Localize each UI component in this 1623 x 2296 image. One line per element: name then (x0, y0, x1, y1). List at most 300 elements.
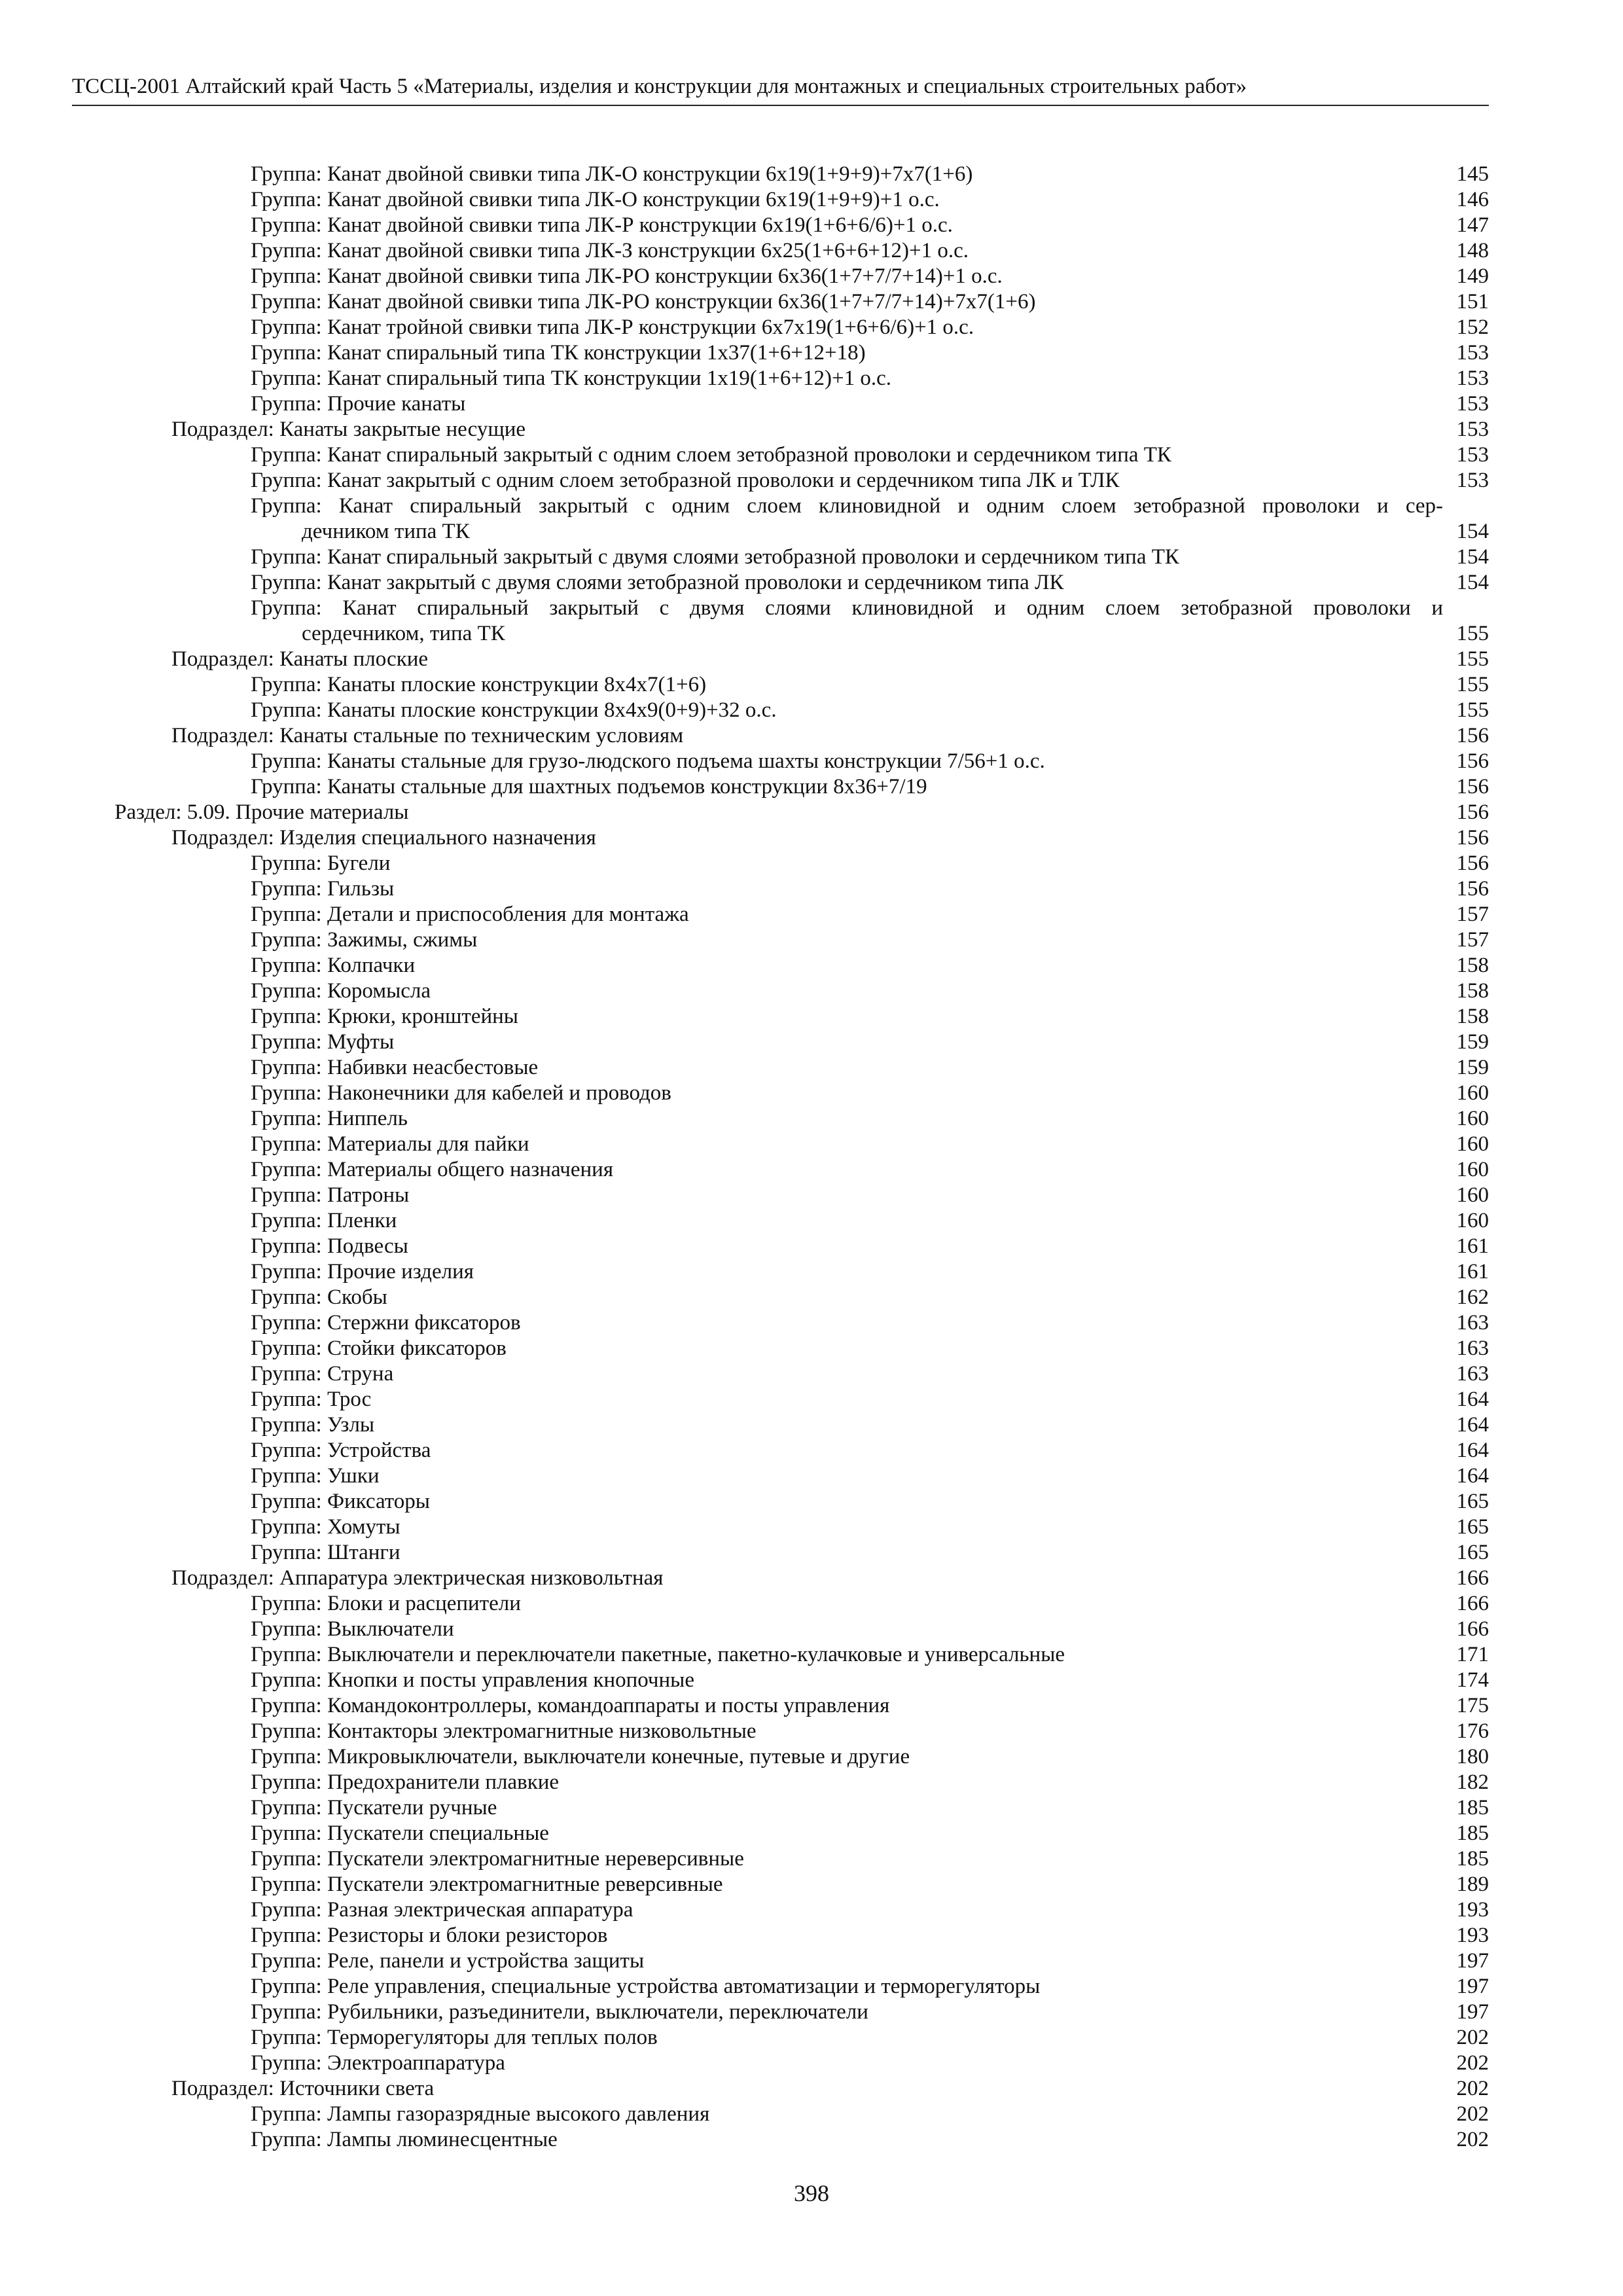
dot-leader (897, 366, 1436, 391)
toc-entry-label: Группа: Выключатели и переключатели пакетные, пакетно-кулачковые и универсальные (251, 1643, 1065, 1666)
toc-entry[interactable] (115, 1081, 1489, 1106)
toc-entry[interactable] (115, 698, 1489, 723)
toc-entry-label: Группа: Ниппель (251, 1107, 408, 1130)
toc-entry[interactable] (115, 1438, 1489, 1463)
dot-leader (700, 1668, 1436, 1693)
toc-entry[interactable] (115, 1412, 1489, 1438)
dot-leader (1045, 1974, 1436, 2000)
toc-entry[interactable] (115, 2025, 1489, 2051)
dot-leader (399, 1030, 1436, 1055)
toc-entry-page: 153 (1456, 418, 1489, 441)
toc-entry-label: Группа: Хомуты (251, 1515, 401, 1539)
toc-entry[interactable] (115, 1132, 1489, 1157)
dot-leader (618, 1157, 1436, 1183)
dot-leader (543, 1055, 1436, 1081)
toc-entry-label: Группа: Пускатели ручные (251, 1796, 497, 1820)
toc-entry-label: Группа: Гильзы (251, 877, 395, 901)
toc-entry[interactable] (115, 1974, 1489, 2000)
toc-entry-label: Группа: Блоки и расцепители (251, 1592, 521, 1615)
dot-leader (526, 1310, 1436, 1336)
toc-entry[interactable] (115, 851, 1489, 876)
toc-entry-label: Группа: Зажимы, сжимы (251, 928, 478, 952)
toc-entry[interactable] (115, 749, 1489, 774)
toc-entry[interactable] (115, 187, 1489, 213)
dot-leader (414, 1234, 1436, 1259)
toc-entry-page: 202 (1456, 2077, 1489, 2100)
dot-leader (974, 238, 1436, 264)
toc-entry-label: Группа: Наконечники для кабелей и проводов (251, 1081, 671, 1105)
dot-leader (471, 391, 1436, 417)
toc-entry-page: 153 (1456, 392, 1489, 416)
toc-entry-page: 147 (1456, 213, 1489, 237)
toc-entry[interactable] (115, 391, 1489, 417)
toc-entry-page: 193 (1456, 1924, 1489, 1947)
toc-entry-label: Группа: Колпачки (251, 954, 416, 977)
dot-leader (688, 723, 1436, 749)
dot-leader (433, 647, 1436, 672)
toc-entry[interactable] (115, 1566, 1489, 1591)
toc-entry-label: Группа: Канат двойной свивки типа ЛК-РО конструкции 6х36(1+7+7/7+14)+7х7(1+6) (251, 290, 1036, 314)
toc-entry-label: Группа: Канат спиральный типа ТК конструкции 1х37(1+6+12+18) (251, 341, 866, 365)
toc-entry-page: 163 (1456, 1362, 1489, 1386)
toc-entry[interactable] (115, 1285, 1489, 1310)
dot-leader (399, 876, 1436, 902)
toc-entry-page: 185 (1456, 1796, 1489, 1820)
toc-entry-page: 175 (1456, 1694, 1489, 1717)
dot-leader (413, 1106, 1436, 1132)
toc-entry[interactable] (115, 876, 1489, 902)
toc-entry-page: 161 (1456, 1260, 1489, 1283)
dot-leader (895, 1693, 1436, 1719)
toc-entry[interactable] (115, 1770, 1489, 1795)
toc-entry[interactable] (115, 1336, 1489, 1361)
dot-leader (406, 1515, 1436, 1540)
toc-entry[interactable] (115, 1693, 1489, 1719)
toc-entry-page: 156 (1456, 749, 1489, 773)
toc-entry-page: 154 (1456, 520, 1489, 543)
dot-leader (782, 698, 1436, 723)
toc-entry-page: 180 (1456, 1745, 1489, 1768)
toc-entry-page: 156 (1456, 826, 1489, 850)
toc-entry-page: 156 (1456, 800, 1489, 824)
toc-entry-page: 163 (1456, 1311, 1489, 1335)
toc-entry[interactable] (115, 1183, 1489, 1208)
toc-entry[interactable] (115, 1821, 1489, 1846)
toc-entry-page: 153 (1456, 469, 1489, 492)
toc-entry-label: Группа: Пленки (251, 1209, 397, 1232)
toc-entry-label: Подраздел: Канаты закрытые несущие (171, 418, 526, 441)
toc-entry-label: Подраздел: Изделия специального назначения (171, 826, 596, 850)
toc-entry-label: Подраздел: Канаты плоские (171, 647, 429, 671)
toc-entry[interactable] (115, 1744, 1489, 1770)
dot-leader (1185, 545, 1436, 570)
toc-entry[interactable] (115, 1387, 1489, 1412)
toc-entry-label: Группа: Подвесы (251, 1234, 408, 1258)
toc-entry-page: 158 (1456, 979, 1489, 1003)
toc-entry[interactable] (115, 238, 1489, 264)
toc-entry-label: Группа: Канаты плоские конструкции 8х4х9(0+9)+32 о.с. (251, 698, 777, 722)
toc-entry-label: Группа: Канаты плоские конструкции 8х4х7(1+6) (251, 673, 707, 696)
dot-leader (933, 774, 1436, 800)
dot-leader (613, 1923, 1436, 1948)
dot-leader (510, 2051, 1436, 2076)
dot-leader (502, 1795, 1436, 1821)
toc-entry-page: 166 (1456, 1592, 1489, 1615)
toc-entry[interactable] (115, 442, 1489, 468)
toc-entry[interactable] (115, 1055, 1489, 1081)
dot-leader (979, 315, 1436, 340)
dot-leader (393, 1285, 1436, 1310)
toc-entry-page: 176 (1456, 1719, 1489, 1743)
toc-entry-label: Группа: Ушки (251, 1464, 380, 1488)
toc-entry[interactable] (115, 162, 1489, 187)
dot-leader (512, 1336, 1436, 1361)
toc-entry-label: Группа: Пускатели электромагнитные нереверсивные (251, 1847, 744, 1871)
toc-entry-page: 151 (1456, 290, 1489, 314)
toc-entry-label: Группа: Канат спиральный закрытый с двумя слоями клиновидной и одним слоем зетобразной проволоки и (251, 596, 1443, 620)
toc-entry-page: 166 (1456, 1566, 1489, 1590)
dot-leader (749, 1846, 1436, 1872)
dot-leader (915, 1744, 1436, 1770)
toc-entry-page: 145 (1456, 162, 1489, 186)
toc-entry-page: 202 (1456, 2026, 1489, 2049)
dot-leader (668, 1566, 1436, 1591)
toc-entry-page: 197 (1456, 1975, 1489, 1998)
toc-entry[interactable] (115, 927, 1489, 953)
toc-entry-label: Группа: Выключатели (251, 1617, 454, 1641)
dot-leader (945, 187, 1436, 213)
toc-entry-page: 157 (1456, 903, 1489, 926)
dot-leader (435, 1489, 1436, 1515)
toc-entry-page: 160 (1456, 1081, 1489, 1105)
toc-entry[interactable] (115, 213, 1489, 238)
toc-entry[interactable] (115, 774, 1489, 800)
toc-entry-page: 154 (1456, 545, 1489, 569)
dot-leader (436, 978, 1436, 1004)
toc-entry-page: 165 (1456, 1541, 1489, 1564)
toc-entry[interactable] (115, 1846, 1489, 1872)
dot-leader (715, 2102, 1436, 2127)
dot-leader (1069, 570, 1436, 596)
toc-entry-label: Группа: Патроны (251, 1183, 410, 1207)
toc-entry-page: 193 (1456, 1898, 1489, 1922)
toc-entry-page: 160 (1456, 1209, 1489, 1232)
toc-entry-page: 202 (1456, 2102, 1489, 2126)
dot-leader (380, 1412, 1436, 1438)
toc-entry-page: 155 (1456, 622, 1489, 645)
toc-entry-page: 162 (1456, 1285, 1489, 1309)
dot-leader (554, 1821, 1436, 1846)
toc-entry-page: 164 (1456, 1388, 1489, 1411)
toc-entry[interactable] (115, 545, 1489, 570)
toc-entry-label: Группа: Коромысла (251, 979, 431, 1003)
toc-entry-label: Группа: Канат закрытый с одним слоем зетобразной проволоки и сердечником типа ЛК и ТЛК (251, 469, 1120, 492)
toc-entry-page: 146 (1456, 188, 1489, 211)
table-of-contents (115, 162, 1489, 2153)
toc-entry-label: Раздел: 5.09. Прочие материалы (115, 800, 409, 824)
toc-entry[interactable] (115, 417, 1489, 442)
dot-leader (1125, 468, 1436, 493)
toc-entry-label: Группа: Электроаппаратура (251, 2051, 505, 2075)
dot-leader (510, 621, 1436, 647)
dot-leader (694, 902, 1436, 927)
toc-entry-page: 164 (1456, 1464, 1489, 1488)
toc-entry-page: 160 (1456, 1183, 1489, 1207)
toc-entry[interactable] (115, 468, 1489, 493)
dot-leader (406, 1540, 1436, 1566)
toc-entry-label: Группа: Командоконтроллеры, командоаппараты и посты управления (251, 1694, 890, 1717)
toc-entry[interactable] (115, 1923, 1489, 1948)
toc-entry-page: 202 (1456, 2128, 1489, 2151)
toc-entry[interactable] (115, 825, 1489, 851)
dot-leader (414, 1183, 1436, 1208)
toc-entry-label: Группа: Микровыключатели, выключатели конечные, путевые и другие (251, 1745, 910, 1768)
header-divider (72, 105, 1489, 106)
toc-entry-page: 155 (1456, 647, 1489, 671)
toc-entry[interactable] (115, 2076, 1489, 2102)
dot-leader (871, 340, 1436, 366)
toc-entry-label: Группа: Пускатели специальные (251, 1821, 549, 1845)
toc-entry-label: Группа: Прочие канаты (251, 392, 466, 416)
toc-entry[interactable] (115, 1361, 1489, 1387)
toc-entry[interactable] (115, 366, 1489, 391)
dot-leader (564, 1770, 1436, 1795)
dot-leader (376, 1387, 1436, 1412)
dot-leader (978, 162, 1436, 187)
toc-entry[interactable] (115, 1259, 1489, 1285)
toc-entry-label: Группа: Контакторы электромагнитные низковольтные (251, 1719, 757, 1743)
toc-entry-label-continuation: сердечником, типа ТК (302, 622, 505, 645)
toc-entry-label: Группа: Лампы люминесцентные (251, 2128, 558, 2151)
toc-entry-page: 156 (1456, 775, 1489, 798)
toc-entry[interactable] (115, 1897, 1489, 1923)
dot-leader (601, 825, 1436, 851)
toc-entry[interactable] (115, 953, 1489, 978)
toc-entry-page: 158 (1456, 1005, 1489, 1028)
page-number: 398 (794, 2180, 829, 2206)
dot-leader (414, 800, 1436, 825)
dot-leader (762, 1719, 1436, 1744)
dot-leader (1041, 289, 1436, 315)
toc-entry[interactable] (115, 315, 1489, 340)
toc-entry[interactable] (115, 1948, 1489, 1974)
toc-entry[interactable] (115, 1310, 1489, 1336)
dot-leader (436, 1438, 1436, 1463)
toc-entry-page: 164 (1456, 1439, 1489, 1462)
toc-entry-page: 160 (1456, 1107, 1489, 1130)
toc-entry-page: 159 (1456, 1056, 1489, 1079)
toc-entry-page: 182 (1456, 1770, 1489, 1794)
toc-entry[interactable] (115, 596, 1489, 647)
dot-leader (649, 1948, 1436, 1974)
toc-entry-page: 185 (1456, 1847, 1489, 1871)
dot-leader (420, 953, 1436, 978)
toc-entry-page: 154 (1456, 571, 1489, 594)
toc-entry[interactable] (115, 1668, 1489, 1693)
dot-leader (479, 1259, 1436, 1285)
toc-entry-label: Группа: Муфты (251, 1030, 395, 1054)
toc-entry-label: Группа: Канат двойной свивки типа ЛК-З конструкции 6х25(1+6+6+12)+1 о.с. (251, 239, 969, 262)
toc-entry-page: 197 (1456, 2000, 1489, 2024)
toc-entry-label: Группа: Канат спиральный типа ТК конструкции 1х19(1+6+12)+1 о.с. (251, 367, 892, 390)
toc-entry[interactable] (115, 2000, 1489, 2025)
toc-entry-page: 152 (1456, 315, 1489, 339)
toc-entry-page: 161 (1456, 1234, 1489, 1258)
dot-leader (1008, 264, 1436, 289)
toc-entry-label: Группа: Терморегуляторы для теплых полов (251, 2026, 658, 2049)
dot-leader (711, 672, 1436, 698)
toc-entry-page: 166 (1456, 1617, 1489, 1641)
dot-leader (663, 2025, 1436, 2051)
dot-leader (531, 417, 1436, 442)
toc-entry-page: 159 (1456, 1030, 1489, 1054)
toc-entry-page: 164 (1456, 1413, 1489, 1437)
toc-entry-page: 165 (1456, 1515, 1489, 1539)
toc-entry-page: 171 (1456, 1643, 1489, 1666)
toc-entry-label: Подраздел: Канаты стальные по техническим условиям (171, 724, 684, 747)
toc-entry-page: 156 (1456, 852, 1489, 875)
toc-entry-label: Группа: Канат двойной свивки типа ЛК-РО конструкции 6х36(1+7+7/7+14)+1 о.с. (251, 264, 1003, 288)
toc-entry-label: Группа: Пускатели электромагнитные реверсивные (251, 1873, 723, 1896)
toc-entry-label: Группа: Канат двойной свивки типа ЛК-Р конструкции 6х19(1+6+6/6)+1 о.с. (251, 213, 953, 237)
toc-entry[interactable] (115, 1642, 1489, 1668)
toc-entry-label: Группа: Стойки фиксаторов (251, 1336, 507, 1360)
toc-entry-page: 153 (1456, 443, 1489, 467)
toc-entry[interactable] (115, 340, 1489, 366)
toc-entry-label: Группа: Кнопки и посты управления кнопочные (251, 1668, 694, 1692)
toc-entry[interactable] (115, 1540, 1489, 1566)
toc-entry-page: 160 (1456, 1132, 1489, 1156)
toc-entry-label: Группа: Реле, панели и устройства защиты (251, 1949, 645, 1973)
toc-entry-label: Группа: Канат закрытый с двумя слоями зетобразной проволоки и сердечником типа ЛК (251, 571, 1064, 594)
toc-entry-label: Подраздел: Аппаратура электрическая низковольтная (171, 1566, 664, 1590)
toc-entry-label: Группа: Стержни фиксаторов (251, 1311, 521, 1335)
toc-entry[interactable] (115, 1719, 1489, 1744)
toc-entry[interactable] (115, 570, 1489, 596)
toc-entry[interactable] (115, 1030, 1489, 1055)
toc-entry-page: 155 (1456, 698, 1489, 722)
toc-entry[interactable] (115, 1591, 1489, 1617)
toc-entry[interactable] (115, 1463, 1489, 1489)
toc-entry[interactable] (115, 1157, 1489, 1183)
toc-entry-page: 157 (1456, 928, 1489, 952)
toc-entry-page: 165 (1456, 1490, 1489, 1513)
toc-entry-page: 153 (1456, 341, 1489, 365)
toc-entry[interactable] (115, 264, 1489, 289)
toc-entry-label: Группа: Канат спиральный закрытый с двумя слоями зетобразной проволоки и сердечником типа ТК (251, 545, 1179, 569)
toc-entry-label: Группа: Набивки неасбестовые (251, 1056, 539, 1079)
running-header: ТССЦ-2001 Алтайский край Часть 5 «Материалы, изделия и конструкции для монтажных и специальных строительных работ» (72, 75, 1247, 98)
toc-entry-label: Подраздел: Источники света (171, 2077, 435, 2100)
toc-entry-label: Группа: Трос (251, 1388, 372, 1411)
toc-entry-page: 155 (1456, 673, 1489, 696)
toc-entry-label: Группа: Канат тройной свивки типа ЛК-Р конструкции 6х7х19(1+6+6/6)+1 о.с. (251, 315, 974, 339)
toc-entry[interactable] (115, 289, 1489, 315)
toc-entry-label: Группа: Детали и приспособления для монтажа (251, 903, 689, 926)
toc-entry[interactable] (115, 1795, 1489, 1821)
dot-leader (482, 927, 1436, 953)
toc-entry-page: 202 (1456, 2051, 1489, 2075)
toc-entry[interactable] (115, 978, 1489, 1004)
toc-entry-label: Группа: Скобы (251, 1285, 387, 1309)
toc-entry-label: Группа: Крюки, кронштейны (251, 1005, 518, 1028)
toc-entry[interactable] (115, 1106, 1489, 1132)
toc-entry-label-continuation: дечником типа ТК (302, 520, 470, 543)
toc-entry-label: Группа: Узлы (251, 1413, 375, 1437)
toc-entry[interactable] (115, 800, 1489, 825)
toc-entry-label: Группа: Бугели (251, 852, 391, 875)
toc-entry-page: 197 (1456, 1949, 1489, 1973)
dot-leader (399, 1361, 1436, 1387)
toc-entry-label: Группа: Устройства (251, 1439, 431, 1462)
dot-leader (563, 2127, 1436, 2153)
toc-entry-page: 189 (1456, 1873, 1489, 1896)
toc-entry-label: Группа: Канат двойной свивки типа ЛК-О конструкции 6х19(1+9+9)+1 о.с. (251, 188, 940, 211)
toc-entry-page: 156 (1456, 724, 1489, 747)
toc-entry[interactable] (115, 1208, 1489, 1234)
dot-leader (395, 851, 1436, 876)
toc-entry-page: 153 (1456, 367, 1489, 390)
toc-entry[interactable] (115, 493, 1489, 545)
toc-entry[interactable] (115, 1872, 1489, 1897)
dot-leader (728, 1872, 1436, 1897)
dot-leader (1177, 442, 1436, 468)
dot-leader (1050, 749, 1436, 774)
dot-leader (524, 1004, 1436, 1030)
toc-entry[interactable] (115, 1617, 1489, 1642)
toc-entry-page: 148 (1456, 239, 1489, 262)
dot-leader (475, 519, 1436, 545)
toc-entry[interactable] (115, 2127, 1489, 2153)
toc-entry-label: Группа: Разная электрическая аппаратура (251, 1898, 633, 1922)
dot-leader (402, 1208, 1436, 1234)
toc-entry-label: Группа: Штанги (251, 1541, 401, 1564)
toc-entry-page: 174 (1456, 1668, 1489, 1692)
toc-entry[interactable] (115, 1234, 1489, 1259)
toc-entry-page: 158 (1456, 954, 1489, 977)
toc-entry[interactable] (115, 2051, 1489, 2076)
dot-leader (535, 1132, 1437, 1157)
dot-leader (677, 1081, 1436, 1106)
toc-entry[interactable] (115, 1489, 1489, 1515)
toc-entry-label: Группа: Струна (251, 1362, 394, 1386)
toc-entry-label: Группа: Канаты стальные для шахтных подъемов конструкции 8х36+7/19 (251, 775, 927, 798)
toc-entry[interactable] (115, 902, 1489, 927)
toc-entry[interactable] (115, 723, 1489, 749)
toc-entry[interactable] (115, 647, 1489, 672)
toc-entry-label: Группа: Рубильники, разъединители, выключатели, переключатели (251, 2000, 868, 2024)
toc-entry-label: Группа: Предохранители плавкие (251, 1770, 560, 1794)
toc-entry[interactable] (115, 2102, 1489, 2127)
toc-entry[interactable] (115, 672, 1489, 698)
dot-leader (459, 1617, 1436, 1642)
toc-entry-label: Группа: Фиксаторы (251, 1490, 430, 1513)
toc-entry-label: Группа: Реле управления, специальные устройства автоматизации и терморегуляторы (251, 1975, 1041, 1998)
toc-entry-label: Группа: Канат двойной свивки типа ЛК-О конструкции 6х19(1+9+9)+7х7(1+6) (251, 162, 973, 186)
dot-leader (638, 1897, 1436, 1923)
toc-entry-label: Группа: Прочие изделия (251, 1260, 474, 1283)
toc-entry-page: 149 (1456, 264, 1489, 288)
dot-leader (385, 1463, 1436, 1489)
toc-entry-label: Группа: Резисторы и блоки резисторов (251, 1924, 608, 1947)
toc-entry-page: 163 (1456, 1336, 1489, 1360)
toc-entry[interactable] (115, 1515, 1489, 1540)
toc-entry-label: Группа: Материалы для пайки (251, 1132, 529, 1156)
toc-entry[interactable] (115, 1004, 1489, 1030)
toc-entry-label: Группа: Лампы газоразрядные высокого давления (251, 2102, 710, 2126)
toc-entry-page: 160 (1456, 1158, 1489, 1181)
dot-leader (526, 1591, 1436, 1617)
